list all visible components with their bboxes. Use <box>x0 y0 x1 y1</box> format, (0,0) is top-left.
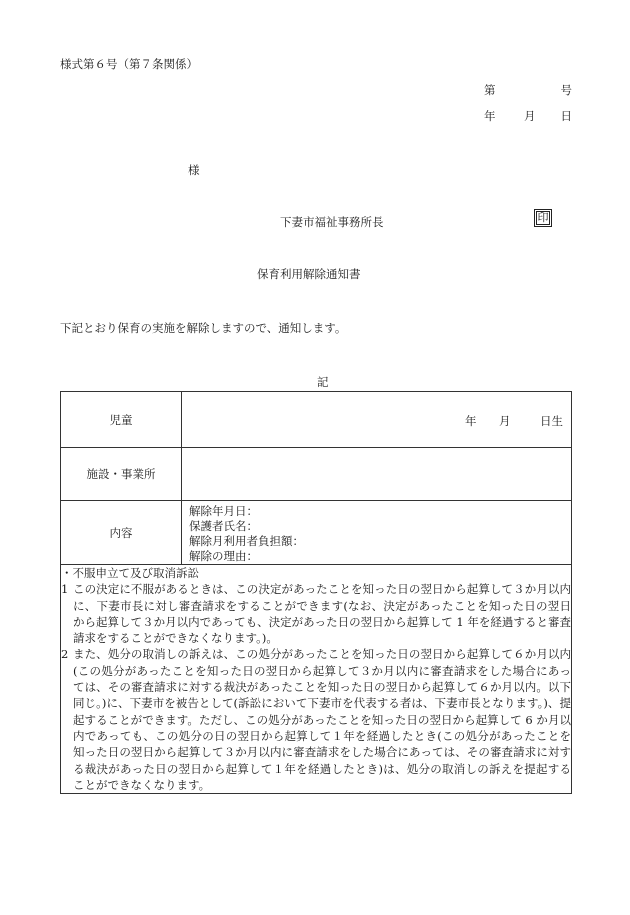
content-list <box>182 502 571 564</box>
appeal-heading: ・不服申立て及び取消訴訟 <box>61 566 199 580</box>
appeal-notice <box>61 565 572 794</box>
form-number: 様式第６号（第７条関係） <box>60 57 198 71</box>
appeal-item <box>61 581 571 646</box>
notice-row <box>61 565 572 794</box>
release-reason-label: 解除の理由： <box>189 548 258 563</box>
appeal-item-text: この決定に不服があるときは、この決定があったことを知った日の翌日から起算して３か月以内に、下妻市長に対し審査請求をすることができます(なお、決定があったことを知った日の翌日から起算して３か月以内であっても、決定があった日の翌日から起算して 1 年を経過すると審査請求をすることができなくなります。)。 <box>73 582 571 646</box>
document-title: 保育利用解除通知書 <box>257 267 361 281</box>
lawsuit-item <box>61 646 571 793</box>
birth-day: 日生 <box>540 414 563 428</box>
date-year: 年 <box>484 109 496 123</box>
document-number-suffix: 号 <box>560 83 572 97</box>
child-row <box>61 392 572 448</box>
content-label: 内容 <box>61 501 182 565</box>
birth-month: 月 <box>499 414 511 428</box>
date-day: 日 <box>560 109 572 123</box>
seal-mark: 印 <box>534 209 552 227</box>
intro-text: 下記とおり保育の実施を解除しますので、通知します。 <box>60 321 347 335</box>
date-month: 月 <box>524 109 536 123</box>
notice-table <box>60 391 572 794</box>
lawsuit-item-text: また、処分の取消しの訴えは、この処分があったことを知った日の翌日から起算して６か月以内(この処分があったことを知った日の翌日から起算して３か月以内に審査請求をした場合にあっては、その審査請求に対する裁決があったことを知った日の翌日から起算して６か月以内。以下同じ。)に、下妻市を被告として(訴訟において下妻市を代表する者は、下妻市長となります。)、提起することができます。ただし、この処分があったことを知った日の翌日から起算して 6 か月以内であっても、この処分の日の翌日から起算して１年を経過したとき(この処分があったことを知った日の翌日から起算して３か月以内に審査請求をした場合にあっては、その審査請求に対する裁決があった日の翌日から起算して１年を経過したとき)は、処分の取消しの訴えを提起することができなくなります。 <box>73 647 571 792</box>
release-date-label: 解除年月日： <box>189 503 258 518</box>
user-fee-label: 解除月利用者負担額： <box>189 533 304 548</box>
child-value-cell <box>182 392 572 448</box>
appeal-item-number: 1 <box>61 582 69 597</box>
addressee: 様 <box>188 163 200 177</box>
facility-value-cell <box>182 448 572 501</box>
child-label: 児童 <box>61 392 182 448</box>
ki-heading: 記 <box>317 375 329 389</box>
lawsuit-item-number: 2 <box>61 647 69 662</box>
facility-row <box>61 448 572 501</box>
content-value-cell <box>182 501 572 565</box>
document-number-prefix: 第 <box>484 83 496 97</box>
child-birth-date <box>182 392 571 447</box>
sender-name: 下妻市福祉事務所長 <box>280 215 384 229</box>
guardian-name-label: 保護者氏名： <box>189 518 258 533</box>
facility-label: 施設・事業所 <box>61 448 182 501</box>
birth-year: 年 <box>465 414 477 428</box>
content-row <box>61 501 572 565</box>
